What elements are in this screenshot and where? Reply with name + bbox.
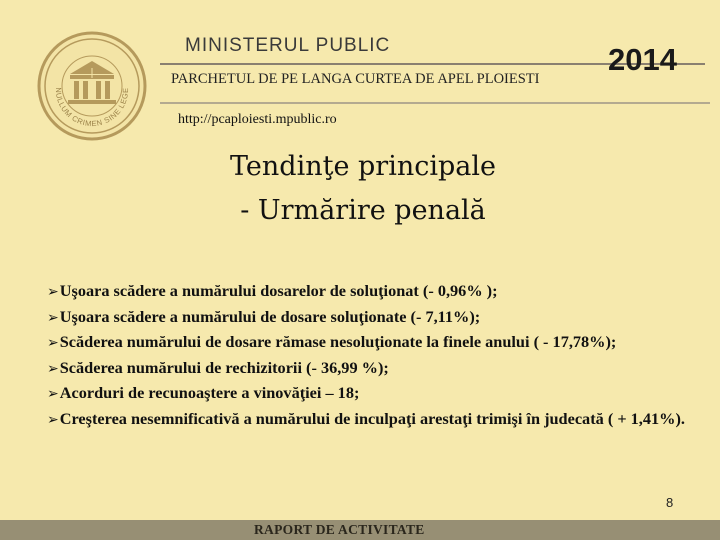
header-divider-lower: [160, 102, 710, 104]
arrow-bullet-icon: ➢: [47, 360, 59, 377]
bullet-text: Creşterea nesemnificativă a numărului de inculpaţi arestaţi trimişi în judecată ( + 1,41%).: [59, 408, 685, 428]
bullet-text: Uşoara scădere a numărului dosarelor de soluţionat (- 0,96% );: [59, 281, 498, 300]
logo-motto: NULLUM CRIMEN SINE LEGE: [53, 87, 131, 129]
arrow-bullet-icon: ➢: [47, 335, 59, 352]
list-item: [47, 356, 702, 382]
list-item: [47, 407, 702, 433]
list-item: [47, 381, 702, 407]
bullet-text: Scăderea numărului de dosare rămase nesoluţionate la finele anului ( - 17,78%);: [59, 332, 617, 352]
footer-label: RAPORT DE ACTIVITATE: [254, 522, 425, 537]
arrow-bullet-icon: ➢: [47, 386, 59, 403]
website-url: http://pcaploiesti.mpublic.ro: [178, 112, 337, 127]
institution-name: PARCHETUL DE PE LANGA CURTEA DE APEL PLOIESTI: [171, 71, 540, 87]
report-year: 2014: [608, 42, 677, 77]
arrow-bullet-icon: ➢: [47, 284, 59, 300]
arrow-bullet-icon: ➢: [47, 309, 59, 326]
ministry-name: MINISTERUL PUBLIC: [185, 35, 391, 56]
list-item: [47, 305, 702, 331]
bullet-text: Scăderea numărului de rechizitorii (- 36,99 %);: [59, 357, 389, 377]
arrow-bullet-icon: ➢: [47, 411, 59, 428]
list-item: [47, 330, 702, 356]
ministry-logo-icon: [36, 30, 148, 142]
list-item: [47, 279, 702, 305]
bullet-text: Uşoara scădere a numărului de dosare soluţionate (- 7,11%);: [59, 306, 481, 326]
trend-bullet-list: [47, 279, 702, 433]
title-line-1: Tendinţe principale: [230, 151, 496, 182]
slide-title: [0, 145, 720, 233]
page-number: 8: [666, 495, 674, 510]
title-line-2: - Urmărire penală: [240, 195, 486, 226]
bullet-text: Acorduri de recunoaştere a vinovăţiei – 18;: [59, 383, 360, 403]
